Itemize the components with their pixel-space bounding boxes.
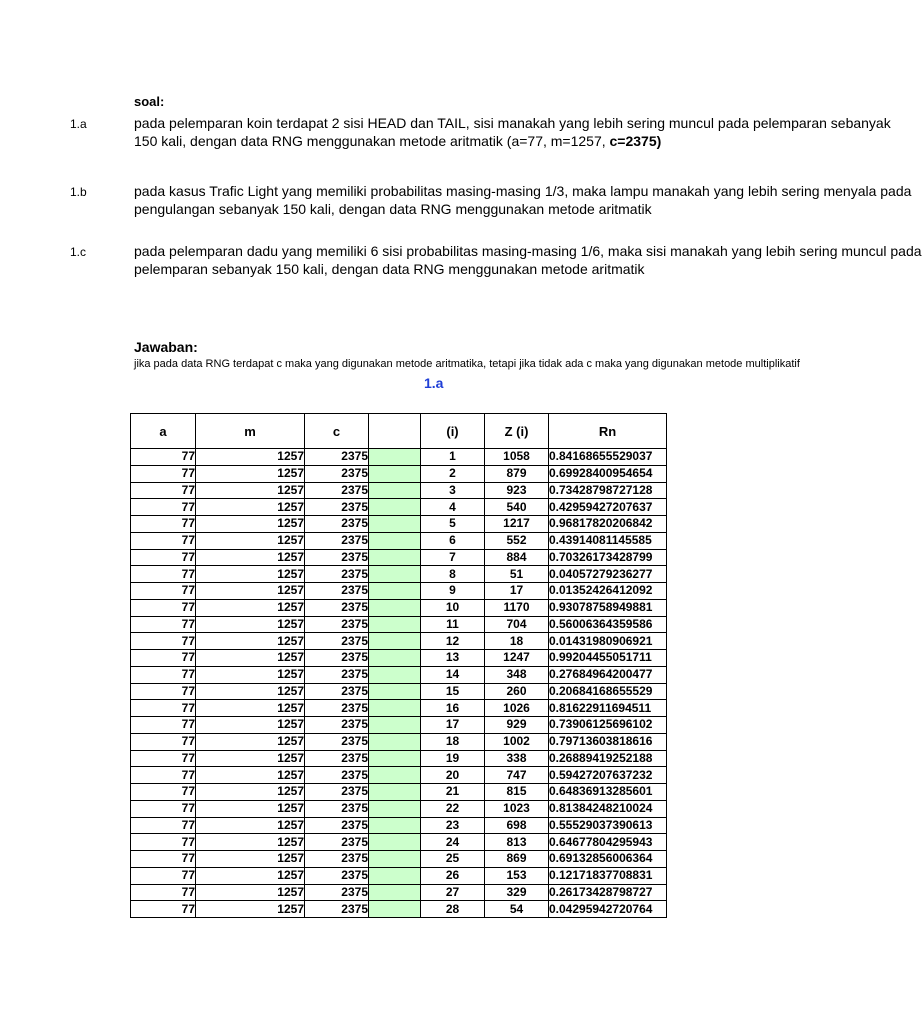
- cell-a: 77: [131, 683, 196, 700]
- table-row: [131, 784, 667, 801]
- cell-i: 4: [421, 499, 485, 516]
- jawaban-heading: Jawaban:: [134, 339, 198, 355]
- cell-z: 51: [485, 566, 549, 583]
- cell-i: 17: [421, 717, 485, 734]
- cell-rn: 0.79713603818616: [549, 733, 667, 750]
- rng-table: [130, 413, 667, 918]
- cell-m: 1257: [196, 616, 305, 633]
- cell-rn: 0.55529037390613: [549, 817, 667, 834]
- cell-c: 2375: [305, 650, 369, 667]
- table-row: [131, 633, 667, 650]
- cell-rn: 0.81622911694511: [549, 700, 667, 717]
- cell-rn: 0.69928400954654: [549, 465, 667, 482]
- cell-z: 338: [485, 750, 549, 767]
- cell-rn: 0.12171837708831: [549, 867, 667, 884]
- cell-a: 77: [131, 599, 196, 616]
- cell-rn: 0.69132856006364: [549, 851, 667, 868]
- cell-z: 1058: [485, 449, 549, 466]
- cell-rn: 0.96817820206842: [549, 516, 667, 533]
- cell-rn: 0.01431980906921: [549, 633, 667, 650]
- cell-z: 929: [485, 717, 549, 734]
- table-row: [131, 683, 667, 700]
- cell-rn: 0.73906125696102: [549, 717, 667, 734]
- table-row: [131, 700, 667, 717]
- cell-a: 77: [131, 633, 196, 650]
- cell-m: 1257: [196, 784, 305, 801]
- table-row: [131, 750, 667, 767]
- table-row: [131, 650, 667, 667]
- question-1c-line2: pelemparan sebanyak 150 kali, dengan data RNG menggunakan metode aritmatik: [134, 261, 645, 277]
- cell-m: 1257: [196, 683, 305, 700]
- cell-i: 23: [421, 817, 485, 834]
- cell-z: 348: [485, 666, 549, 683]
- cell-a: 77: [131, 650, 196, 667]
- cell-blank: [369, 532, 421, 549]
- cell-rn: 0.26173428798727: [549, 884, 667, 901]
- cell-i: 19: [421, 750, 485, 767]
- cell-rn: 0.43914081145585: [549, 532, 667, 549]
- cell-i: 14: [421, 666, 485, 683]
- table-row: [131, 549, 667, 566]
- cell-a: 77: [131, 834, 196, 851]
- cell-m: 1257: [196, 583, 305, 600]
- cell-z: 1002: [485, 733, 549, 750]
- question-1b-line2: pengulangan sebanyak 150 kali, dengan data RNG menggunakan metode aritmatik: [134, 201, 652, 217]
- cell-m: 1257: [196, 767, 305, 784]
- cell-c: 2375: [305, 867, 369, 884]
- cell-i: 7: [421, 549, 485, 566]
- cell-c: 2375: [305, 884, 369, 901]
- cell-c: 2375: [305, 750, 369, 767]
- table-row: [131, 599, 667, 616]
- cell-i: 27: [421, 884, 485, 901]
- cell-a: 77: [131, 767, 196, 784]
- cell-rn: 0.84168655529037: [549, 449, 667, 466]
- table-row: [131, 834, 667, 851]
- cell-rn: 0.04295942720764: [549, 901, 667, 918]
- cell-i: 11: [421, 616, 485, 633]
- cell-z: 884: [485, 549, 549, 566]
- cell-z: 329: [485, 884, 549, 901]
- cell-c: 2375: [305, 449, 369, 466]
- cell-i: 12: [421, 633, 485, 650]
- cell-m: 1257: [196, 599, 305, 616]
- cell-z: 1217: [485, 516, 549, 533]
- cell-z: 18: [485, 633, 549, 650]
- question-1a-line2-bold: c=2375): [609, 133, 662, 149]
- cell-c: 2375: [305, 733, 369, 750]
- cell-a: 77: [131, 465, 196, 482]
- cell-a: 77: [131, 884, 196, 901]
- cell-m: 1257: [196, 482, 305, 499]
- cell-rn: 0.01352426412092: [549, 583, 667, 600]
- cell-a: 77: [131, 867, 196, 884]
- cell-blank: [369, 817, 421, 834]
- cell-a: 77: [131, 784, 196, 801]
- table-row: [131, 583, 667, 600]
- cell-i: 24: [421, 834, 485, 851]
- cell-a: 77: [131, 449, 196, 466]
- question-1a-line1: pada pelemparan koin terdapat 2 sisi HEAD dan TAIL, sisi manakah yang lebih sering muncul pada pelemparan sebanyak: [134, 115, 891, 131]
- cell-blank: [369, 650, 421, 667]
- cell-m: 1257: [196, 566, 305, 583]
- cell-c: 2375: [305, 633, 369, 650]
- cell-c: 2375: [305, 700, 369, 717]
- cell-z: 813: [485, 834, 549, 851]
- table-row: [131, 817, 667, 834]
- cell-m: 1257: [196, 834, 305, 851]
- cell-c: 2375: [305, 717, 369, 734]
- cell-blank: [369, 800, 421, 817]
- cell-m: 1257: [196, 516, 305, 533]
- cell-c: 2375: [305, 566, 369, 583]
- cell-a: 77: [131, 851, 196, 868]
- cell-rn: 0.27684964200477: [549, 666, 667, 683]
- cell-i: 20: [421, 767, 485, 784]
- cell-z: 17: [485, 583, 549, 600]
- table-row: [131, 901, 667, 918]
- cell-m: 1257: [196, 633, 305, 650]
- method-note: jika pada data RNG terdapat c maka yang digunakan metode aritmatika, tetapi jika tidak ada c maka yang digunakan metode multiplikatif: [134, 358, 800, 370]
- cell-c: 2375: [305, 599, 369, 616]
- table-row: [131, 717, 667, 734]
- cell-a: 77: [131, 482, 196, 499]
- cell-m: 1257: [196, 700, 305, 717]
- cell-i: 3: [421, 482, 485, 499]
- answer-subtitle: 1.a: [424, 375, 444, 391]
- cell-a: 77: [131, 717, 196, 734]
- table-row: [131, 516, 667, 533]
- cell-a: 77: [131, 516, 196, 533]
- cell-c: 2375: [305, 666, 369, 683]
- cell-i: 6: [421, 532, 485, 549]
- cell-c: 2375: [305, 901, 369, 918]
- cell-blank: [369, 449, 421, 466]
- cell-z: 1247: [485, 650, 549, 667]
- cell-z: 923: [485, 482, 549, 499]
- cell-rn: 0.20684168655529: [549, 683, 667, 700]
- cell-rn: 0.81384248210024: [549, 800, 667, 817]
- cell-blank: [369, 683, 421, 700]
- cell-blank: [369, 750, 421, 767]
- cell-m: 1257: [196, 650, 305, 667]
- cell-c: 2375: [305, 767, 369, 784]
- cell-m: 1257: [196, 733, 305, 750]
- cell-a: 77: [131, 566, 196, 583]
- cell-a: 77: [131, 901, 196, 918]
- header-z: Z (i): [485, 414, 549, 449]
- cell-blank: [369, 616, 421, 633]
- cell-a: 77: [131, 583, 196, 600]
- cell-m: 1257: [196, 867, 305, 884]
- cell-z: 260: [485, 683, 549, 700]
- cell-i: 2: [421, 465, 485, 482]
- cell-c: 2375: [305, 465, 369, 482]
- cell-m: 1257: [196, 750, 305, 767]
- cell-z: 815: [485, 784, 549, 801]
- table-row: [131, 867, 667, 884]
- cell-i: 13: [421, 650, 485, 667]
- cell-z: 1023: [485, 800, 549, 817]
- cell-z: 1026: [485, 700, 549, 717]
- cell-z: 704: [485, 616, 549, 633]
- cell-blank: [369, 717, 421, 734]
- cell-a: 77: [131, 499, 196, 516]
- cell-blank: [369, 851, 421, 868]
- cell-c: 2375: [305, 532, 369, 549]
- cell-i: 5: [421, 516, 485, 533]
- table-row: [131, 616, 667, 633]
- cell-i: 1: [421, 449, 485, 466]
- cell-blank: [369, 566, 421, 583]
- header-a: a: [131, 414, 196, 449]
- cell-rn: 0.59427207637232: [549, 767, 667, 784]
- cell-c: 2375: [305, 583, 369, 600]
- cell-blank: [369, 767, 421, 784]
- cell-blank: [369, 784, 421, 801]
- cell-blank: [369, 884, 421, 901]
- table-row: [131, 733, 667, 750]
- header-i: (i): [421, 414, 485, 449]
- cell-c: 2375: [305, 616, 369, 633]
- cell-a: 77: [131, 549, 196, 566]
- cell-c: 2375: [305, 851, 369, 868]
- cell-rn: 0.70326173428799: [549, 549, 667, 566]
- cell-rn: 0.73428798727128: [549, 482, 667, 499]
- question-1a-line2: [134, 133, 661, 150]
- cell-m: 1257: [196, 666, 305, 683]
- header-c: c: [305, 414, 369, 449]
- cell-blank: [369, 733, 421, 750]
- question-1b-line1: pada kasus Trafic Light yang memiliki probabilitas masing-masing 1/3, maka lampu manakah yang lebih sering menyala pada: [134, 183, 912, 199]
- cell-blank: [369, 482, 421, 499]
- cell-c: 2375: [305, 549, 369, 566]
- cell-rn: 0.42959427207637: [549, 499, 667, 516]
- question-1c-line1: pada pelemparan dadu yang memiliki 6 sisi probabilitas masing-masing 1/6, maka sisi manakah yang lebih sering muncul pada: [134, 243, 922, 259]
- cell-rn: 0.04057279236277: [549, 566, 667, 583]
- cell-rn: 0.56006364359586: [549, 616, 667, 633]
- table-body: [131, 449, 667, 918]
- cell-c: 2375: [305, 516, 369, 533]
- question-number-1c: 1.c: [70, 245, 87, 259]
- table-header-row: [131, 414, 667, 449]
- cell-blank: [369, 834, 421, 851]
- cell-i: 9: [421, 583, 485, 600]
- cell-a: 77: [131, 700, 196, 717]
- cell-m: 1257: [196, 465, 305, 482]
- cell-rn: 0.64836913285601: [549, 784, 667, 801]
- table-row: [131, 499, 667, 516]
- cell-c: 2375: [305, 817, 369, 834]
- cell-blank: [369, 901, 421, 918]
- cell-i: 26: [421, 867, 485, 884]
- cell-blank: [369, 599, 421, 616]
- cell-z: 747: [485, 767, 549, 784]
- cell-i: 25: [421, 851, 485, 868]
- cell-rn: 0.64677804295943: [549, 834, 667, 851]
- cell-z: 540: [485, 499, 549, 516]
- cell-a: 77: [131, 666, 196, 683]
- cell-i: 15: [421, 683, 485, 700]
- cell-a: 77: [131, 532, 196, 549]
- cell-blank: [369, 700, 421, 717]
- cell-i: 22: [421, 800, 485, 817]
- cell-c: 2375: [305, 784, 369, 801]
- cell-blank: [369, 499, 421, 516]
- cell-m: 1257: [196, 884, 305, 901]
- header-rn: Rn: [549, 414, 667, 449]
- cell-i: 21: [421, 784, 485, 801]
- question-1a-line2-text: 150 kali, dengan data RNG menggunakan metode aritmatik (a=77, m=1257,: [134, 133, 610, 149]
- cell-m: 1257: [196, 449, 305, 466]
- table-row: [131, 800, 667, 817]
- header-blank: [369, 414, 421, 449]
- cell-blank: [369, 633, 421, 650]
- cell-blank: [369, 516, 421, 533]
- cell-m: 1257: [196, 800, 305, 817]
- table-row: [131, 482, 667, 499]
- cell-rn: 0.93078758949881: [549, 599, 667, 616]
- cell-blank: [369, 465, 421, 482]
- table-row: [131, 666, 667, 683]
- cell-a: 77: [131, 817, 196, 834]
- cell-blank: [369, 666, 421, 683]
- cell-m: 1257: [196, 717, 305, 734]
- cell-a: 77: [131, 616, 196, 633]
- cell-blank: [369, 583, 421, 600]
- table-row: [131, 884, 667, 901]
- cell-z: 552: [485, 532, 549, 549]
- cell-m: 1257: [196, 851, 305, 868]
- cell-rn: 0.99204455051711: [549, 650, 667, 667]
- header-m: m: [196, 414, 305, 449]
- cell-a: 77: [131, 750, 196, 767]
- cell-z: 869: [485, 851, 549, 868]
- table-row: [131, 851, 667, 868]
- question-number-1a: 1.a: [70, 117, 87, 131]
- cell-z: 879: [485, 465, 549, 482]
- cell-m: 1257: [196, 549, 305, 566]
- cell-i: 8: [421, 566, 485, 583]
- cell-blank: [369, 867, 421, 884]
- cell-i: 18: [421, 733, 485, 750]
- cell-m: 1257: [196, 532, 305, 549]
- cell-a: 77: [131, 800, 196, 817]
- table-row: [131, 566, 667, 583]
- table-row: [131, 449, 667, 466]
- question-number-1b: 1.b: [70, 185, 87, 199]
- cell-c: 2375: [305, 800, 369, 817]
- cell-m: 1257: [196, 901, 305, 918]
- cell-z: 1170: [485, 599, 549, 616]
- cell-z: 698: [485, 817, 549, 834]
- cell-c: 2375: [305, 482, 369, 499]
- cell-z: 153: [485, 867, 549, 884]
- cell-a: 77: [131, 733, 196, 750]
- cell-c: 2375: [305, 683, 369, 700]
- cell-m: 1257: [196, 499, 305, 516]
- cell-i: 28: [421, 901, 485, 918]
- table-row: [131, 767, 667, 784]
- cell-i: 10: [421, 599, 485, 616]
- cell-i: 16: [421, 700, 485, 717]
- table-row: [131, 465, 667, 482]
- cell-blank: [369, 549, 421, 566]
- table-row: [131, 532, 667, 549]
- soal-heading: soal:: [134, 94, 165, 109]
- cell-c: 2375: [305, 834, 369, 851]
- cell-c: 2375: [305, 499, 369, 516]
- cell-z: 54: [485, 901, 549, 918]
- cell-m: 1257: [196, 817, 305, 834]
- cell-rn: 0.26889419252188: [549, 750, 667, 767]
